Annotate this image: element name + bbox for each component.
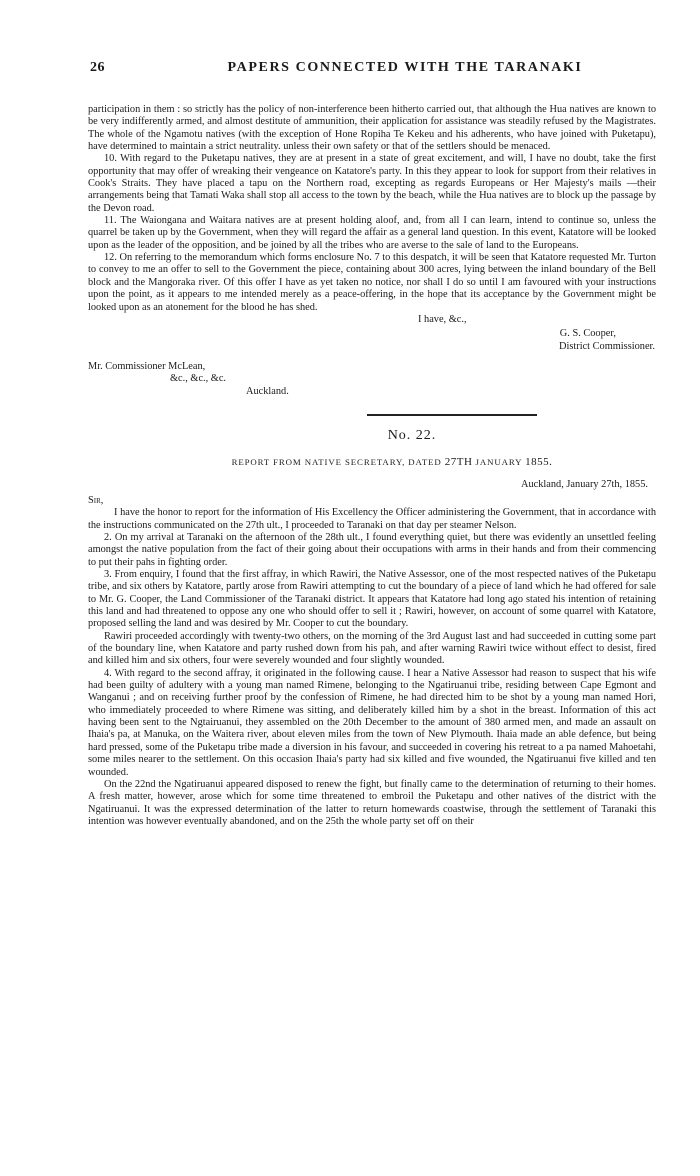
letter2-paragraph: 4. With regard to the second affray, it originated in the following cause. I hear a Native Assessor had reason to suspect that his wife had been guilty of adultery with a young man named Rimene, belonging to the Ngatiruanui tribe, residing between Cape Egmont and Wanganui ; and on receiving further proof by the confession of Rimene, he had directed him to be shot by a young man named Hori, who immediately proceeded to where Rimene was sitting, and deliberately killed him by a shot in the breast. Information of this act having been sent to the Ngtairuanui, they assembled on the 20th December to the amount of 380 armed men, and made an assault on Ihaia's pa, at Manuka, on the Waitera river, about eleven miles from the town of New Plymouth. Ihaia made an able defence, but being hard pressed, some of the Puketapu tribe made a diversion in his favour, and succeeded in covering his retreat to a pa named Mahoetahi, some miles nearer to the settlement. On this occasion Ihaia's party had six killed and five wounded, the Ngatiruanui five killed and ten wounded. <box>88 667 656 778</box>
report-title-prefix: REPORT FROM NATIVE SECRETARY, DATED <box>231 457 442 468</box>
document-number: No. 22. <box>387 427 437 443</box>
letter1-closing: I have, &c., <box>418 313 467 325</box>
page-body <box>88 104 656 828</box>
letter2-paragraph: I have the honor to report for the information of His Excellency the Officer administering the Government, that in accordance with the instructions communicated on the 27th ult., I proceeded to Taranaki on that day per steamer Nelson. <box>88 507 656 531</box>
letter2-paragraph: On the 22nd the Ngatiruanui appeared disposed to renew the fight, but finally came to the determination of returning to their homes. A fresh matter, however, arose which for some time threatened to embroil the Puketapu and other natives of the district with the Ngatiruanui. It was the expressed determination of the latter to return homewards coastwise, through the settlement of Taranaki this intention was however eventually abandoned, and on the 25th the whole party set off on their <box>88 778 656 827</box>
report-title-year: 1855. <box>525 456 553 469</box>
addressee-line: Mr. Commissioner McLean, <box>88 360 206 372</box>
letter2-salutation: Sir, <box>88 494 104 506</box>
section-divider <box>367 414 537 416</box>
report-title-day: 27TH <box>444 456 473 469</box>
addressee-line: Auckland. <box>246 385 289 397</box>
letter1-paragraph: 12. On referring to the memorandum which forms enclosure No. 7 to this despatch, it will be seen that Katatore requested Mr. Turton to convey to me an offer to sell to the Government the piece, containing about 300 acres, lying between the inland boundary of the Bell block and the Mangoraka river. Of this offer I have as yet taken no notice, nor shall I do so until I am favoured with your instructions upon the point, as it appears to me intended merely as a peace-offering, in the hope that its acceptance by the Government might be looked upon as an atonement for the blood he has shed. <box>88 252 656 313</box>
page-number: 26 <box>90 60 105 75</box>
signature-title: District Commissioner. <box>559 340 655 352</box>
letter2-dateline: Auckland, January 27th, 1855. <box>521 478 648 490</box>
report-title-month: JANUARY <box>475 457 523 468</box>
letter2-paragraph: 2. On my arrival at Taranaki on the afternoon of the 28th ult., I found everything quiet, but there was evidently an unsettled feeling amongst the native population from the fact of their going about their occupations with arms in their hands and from their commencing to put their pahs in fighting order. <box>88 531 656 568</box>
addressee-line: &c., &c., &c. <box>170 373 227 385</box>
running-title: PAPERS CONNECTED WITH THE TARANAKI <box>227 60 583 75</box>
letter1-paragraph: 10. With regard to the Puketapu natives, they are at present in a state of great excitement, and will, I have no doubt, take the first opportunity that may offer of wreaking their vengeance on Katatore's party. In this they appear to look for support from their relatives in Cook's Straits. They have placed a tapu on the Northern road, excepting as regards Europeans or Her Majesty's mails —their arrangements being that Tamati Waka shall stop all access to the town by the beach, while the Hua natives are to block up the passage by the Devon road. <box>88 153 656 214</box>
letter2-paragraph: 3. From enquiry, I found that the first affray, in which Rawiri, the Native Assessor, one of the most respected natives of the Puketapu tribe, and six others by Katatore, partly arose from Rawiri attempting to cut the boundary of a piece of land which he had offered for sale to Mr. G. Cooper, the Land Commissioner of the Taranaki district. It appears that Katatore had long ago stated his intention of retaining this land and had threatened to oppose any one who should offer to sell it ; Rawiri, however, on account of some quarrel with Katatore, proposed selling the land and was desired by Mr. Cooper to cut the boundary. <box>88 569 656 630</box>
letter2-paragraph: Rawiri proceeded accordingly with twenty-two others, on the morning of the 3rd August last and had succeeded in cutting some part of the boundary line, when Katatore and party rushed down from his pah, and after warning Rawiri twice without effect to desist, fired and killed him and six others, four were severely wounded and four slightly wounded. <box>88 630 656 667</box>
addressee-block <box>88 361 656 398</box>
letter1-paragraph: 11. The Waiongana and Waitara natives are at present holding aloof, and, from all I can learn, intend to continue so, unless the quarrel be taken up by the Government, when they will regard the affair as a general land question. In this event, Katatore will be looked upon as the leader of the opposition, and be joined by all the tribes who are averse to the sale of land to the Europeans. <box>88 215 656 251</box>
report-title <box>108 456 676 468</box>
page-header <box>76 62 656 82</box>
letter1-paragraph: participation in them : so strictly has the policy of non-interference been hitherto carried out, that although the Hua natives are known to be very indifferently armed, and almost destitute of ammunition, their application for assistance was steadily refused by the Magistrates. The whole of the Ngamotu natives (with the exception of Hone Ropiha Te Kekeu and his adherents, who have joined with Puketapu), have determined to maintain a strict neutrality. unless their own safety or that of the settlers should be menaced. <box>88 104 656 153</box>
signature-name: G. S. Cooper, <box>559 328 616 340</box>
